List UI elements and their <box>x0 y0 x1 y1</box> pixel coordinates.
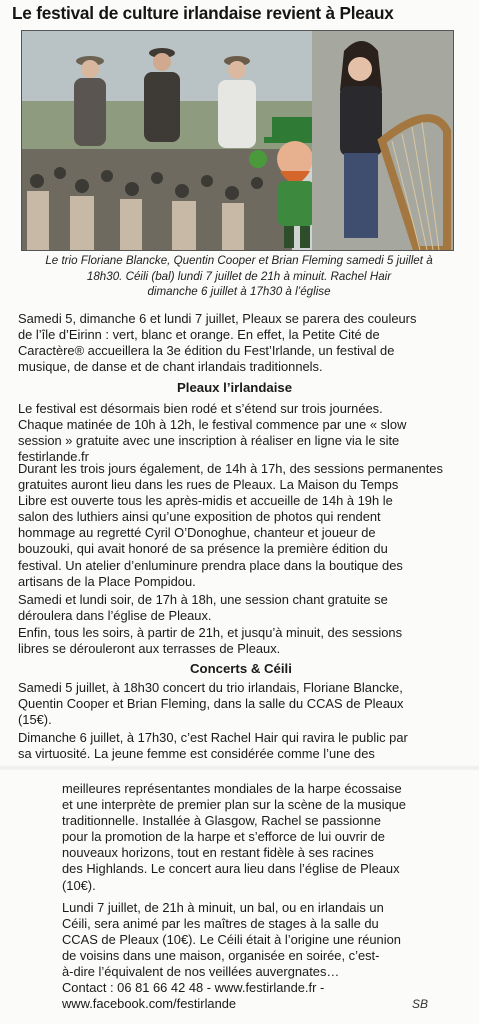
paragraph: Le festival est désormais bien rodé et s’étend sur trois journées. Chaque matinée de 10h à 12h, le festival commence par une « slow session » gratuite avec une inscription à réaliser en ligne via le site festirlande.fr <box>18 401 407 465</box>
section-title-concerts: Concerts & Céili <box>190 661 292 676</box>
festival-photo-collage <box>22 31 453 250</box>
paragraph: Enfin, tous les soirs, à partir de 21h, et jusqu’à minuit, des sessions libres se dérouleront aux terrasses de Pleaux. <box>18 625 403 657</box>
harpist-figure <box>340 41 382 238</box>
page-fold <box>0 765 479 771</box>
paragraph: Dimanche 6 juillet, à 17h30, c’est Rachel Hair qui ravira le public par sa virtuosité. La jeune femme est considérée comme l’une des <box>18 730 408 762</box>
author-signature: SB <box>412 997 429 1011</box>
paragraph: Durant les trois jours également, de 14h à 17h, des sessions permanentes gratuites auront lieu dans les rues de Pleaux. La Maison du Temps Libre est ouverte tous les après-midis et accueille de 14h à 19h le salon des luthiers ainsi qu’une exposition de photos qui rendent hommage au regretté Cyril O’Donoghue, chanteur et joueur de bouzouki, qui avait honoré de sa présence la première édition du festival. Un atelier d’enluminure prendra place dans la boutique des artisans de la Place Pompidou. <box>18 461 443 589</box>
article-photo <box>21 30 454 251</box>
paragraph: Samedi 5 juillet, à 18h30 concert du trio irlandais, Floriane Blancke, Quentin Cooper et Brian Fleming, dans la salle du CCAS de Pleaux (15€). <box>18 680 404 728</box>
contact-info: Contact : 06 81 66 42 48 - www.festirlande.fr - www.facebook.com/festirlande <box>62 980 325 1012</box>
caption-line: 18h30. Céili (bal) lundi 7 juillet de 21h à minuit. Rachel Hair <box>86 269 392 283</box>
photo-caption <box>18 253 460 300</box>
section-title-pleaux: Pleaux l’irlandaise <box>177 380 293 395</box>
caption-line: Le trio Floriane Blancke, Quentin Cooper et Brian Fleming samedi 5 juillet à <box>45 254 433 267</box>
caption-line: dimanche 6 juillet à 17h30 à l’église <box>147 285 331 298</box>
paragraph: Lundi 7 juillet, de 21h à minuit, un bal, ou en irlandais un Céili, sera animé par les maîtres de stages à la salle du CCAS de Pleaux (10€). Le Céili était à l’origine une réunion de voisins dans une maison, organisée en soirée, c’est- à-dire l’équivalent de nos veillées auvergnates… <box>62 900 401 980</box>
paragraph: meilleures représentantes mondiales de la harpe écossaise et une interprète de premier plan sur la scène de la musique traditionnelle. Installée à Glasgow, Rachel se passionne pour la promotion de la harpe et s’efforce de lui ouvrir de nouveaux horizons, tout en restant fidèle à ses racines des Highlands. Le concert aura lieu dans l’église de Pleaux (10€). <box>62 781 406 893</box>
article-headline: Le festival de culture irlandaise revient à Pleaux <box>12 3 394 23</box>
intro-paragraph: Samedi 5, dimanche 6 et lundi 7 juillet, Pleaux se parera des couleurs de l’île d’Eirinn : vert, blanc et orange. En effet, la Petite Cité de Caractère® accueillera la 3e édition du Fest’Irlande, un festival de musique, de danse et de chant irlandais traditionnels. <box>18 311 417 375</box>
paragraph: Samedi et lundi soir, de 17h à 18h, une session chant gratuite se déroulera dans l’église de Pleaux. <box>18 592 388 624</box>
